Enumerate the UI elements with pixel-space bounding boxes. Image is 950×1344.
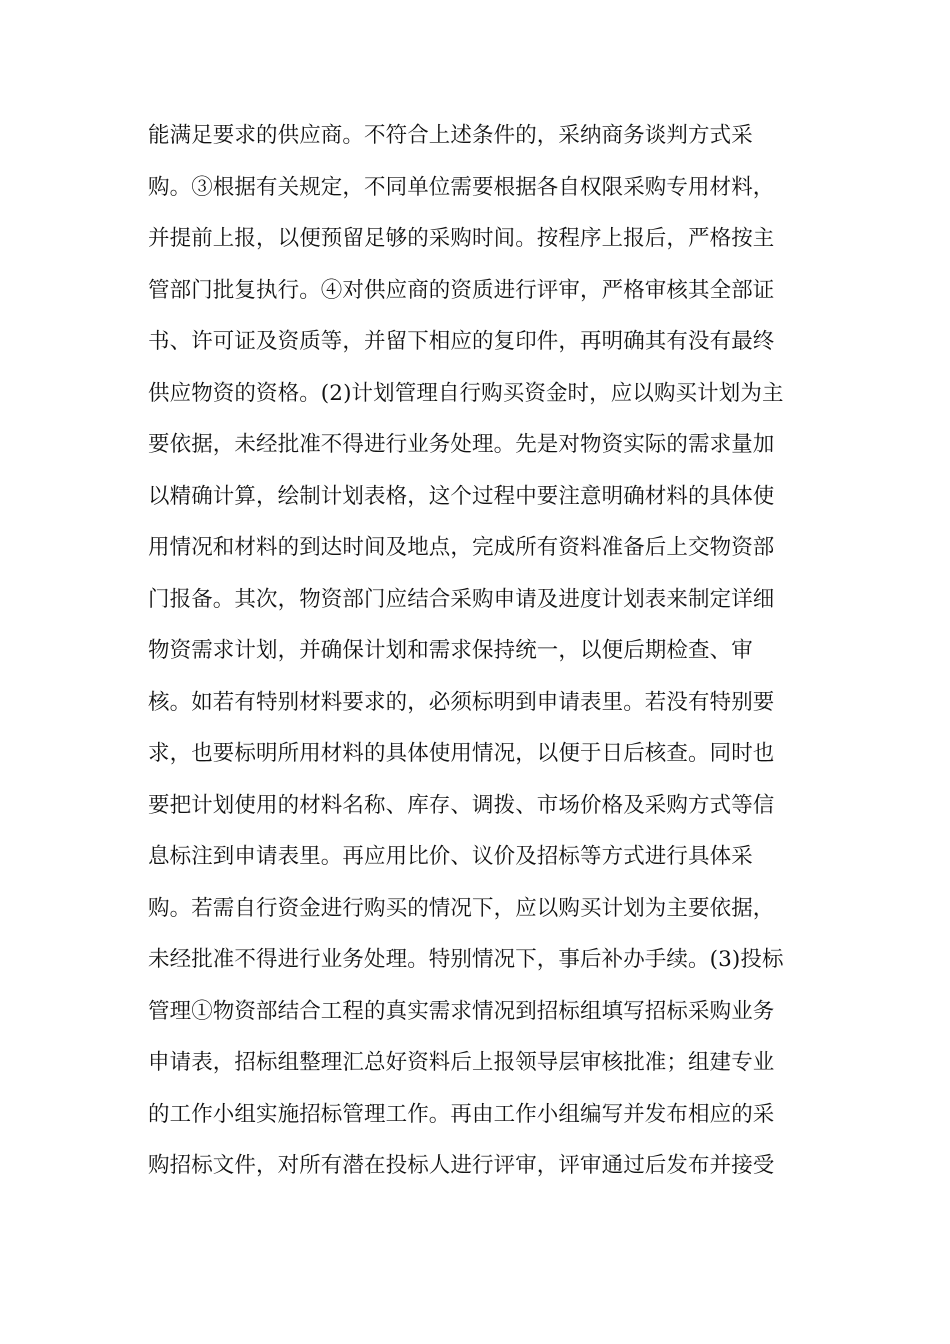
text-line: 购。③根据有关规定，不同单位需要根据各自权限采购专用材料， xyxy=(148,174,775,200)
text-line: 息标注到申请表里。再应用比价、议价及招标等方式进行具体采 xyxy=(148,844,753,869)
text-line: 并提前上报，以便预留足够的采购时间。按程序上报后，严格按主 xyxy=(148,226,775,251)
text-line: 未经批准不得进行业务处理。特别情况下，事后补办手续。(3)投标 xyxy=(148,947,784,972)
text-line: 管部门批复执行。④对供应商的资质进行评审，严格审核其全部证 xyxy=(148,277,775,303)
text-line: 申请表，招标组整理汇总好资料后上报领导层审核批准；组建专业 xyxy=(148,1050,775,1075)
text-line: 能满足要求的供应商。不符合上述条件的，采纳商务谈判方式采 xyxy=(148,123,753,148)
text-line: 书、许可证及资质等，并留下相应的复印件，再明确其有没有最终 xyxy=(148,329,775,354)
text-line: 供应物资的资格。(2)计划管理自行购买资金时，应以购买计划为主 xyxy=(148,380,784,406)
text-line: 的工作小组实施招标管理工作。再由工作小组编写并发布相应的采 xyxy=(148,1101,775,1127)
text-line: 以精确计算，绘制计划表格，这个过程中要注意明确材料的具体使 xyxy=(148,483,775,509)
text-line: 物资需求计划，并确保计划和需求保持统一，以便后期检查、审 xyxy=(148,638,753,663)
body-text xyxy=(148,118,828,1200)
text-line: 门报备。其次，物资部门应结合采购申请及进度计划表来制定详细 xyxy=(148,586,775,612)
text-line: 管理①物资部结合工程的真实需求情况到招标组填写招标采购业务 xyxy=(148,998,775,1024)
text-line: 求，也要标明所用材料的具体使用情况，以便于日后核查。同时也 xyxy=(148,741,775,766)
text-line: 要依据，未经批准不得进行业务处理。先是对物资实际的需求量加 xyxy=(148,432,775,457)
text-line: 购。若需自行资金进行购买的情况下，应以购买计划为主要依据， xyxy=(148,895,775,921)
text-line: 要把计划使用的材料名称、库存、调拨、市场价格及采购方式等信 xyxy=(148,792,775,818)
text-line: 核。如若有特别材料要求的，必须标明到申请表里。若没有特别要 xyxy=(148,689,775,715)
text-line: 购招标文件，对所有潜在投标人进行评审，评审通过后发布并接受 xyxy=(148,1153,775,1178)
text-line: 用情况和材料的到达时间及地点，完成所有资料准备后上交物资部 xyxy=(148,535,775,560)
